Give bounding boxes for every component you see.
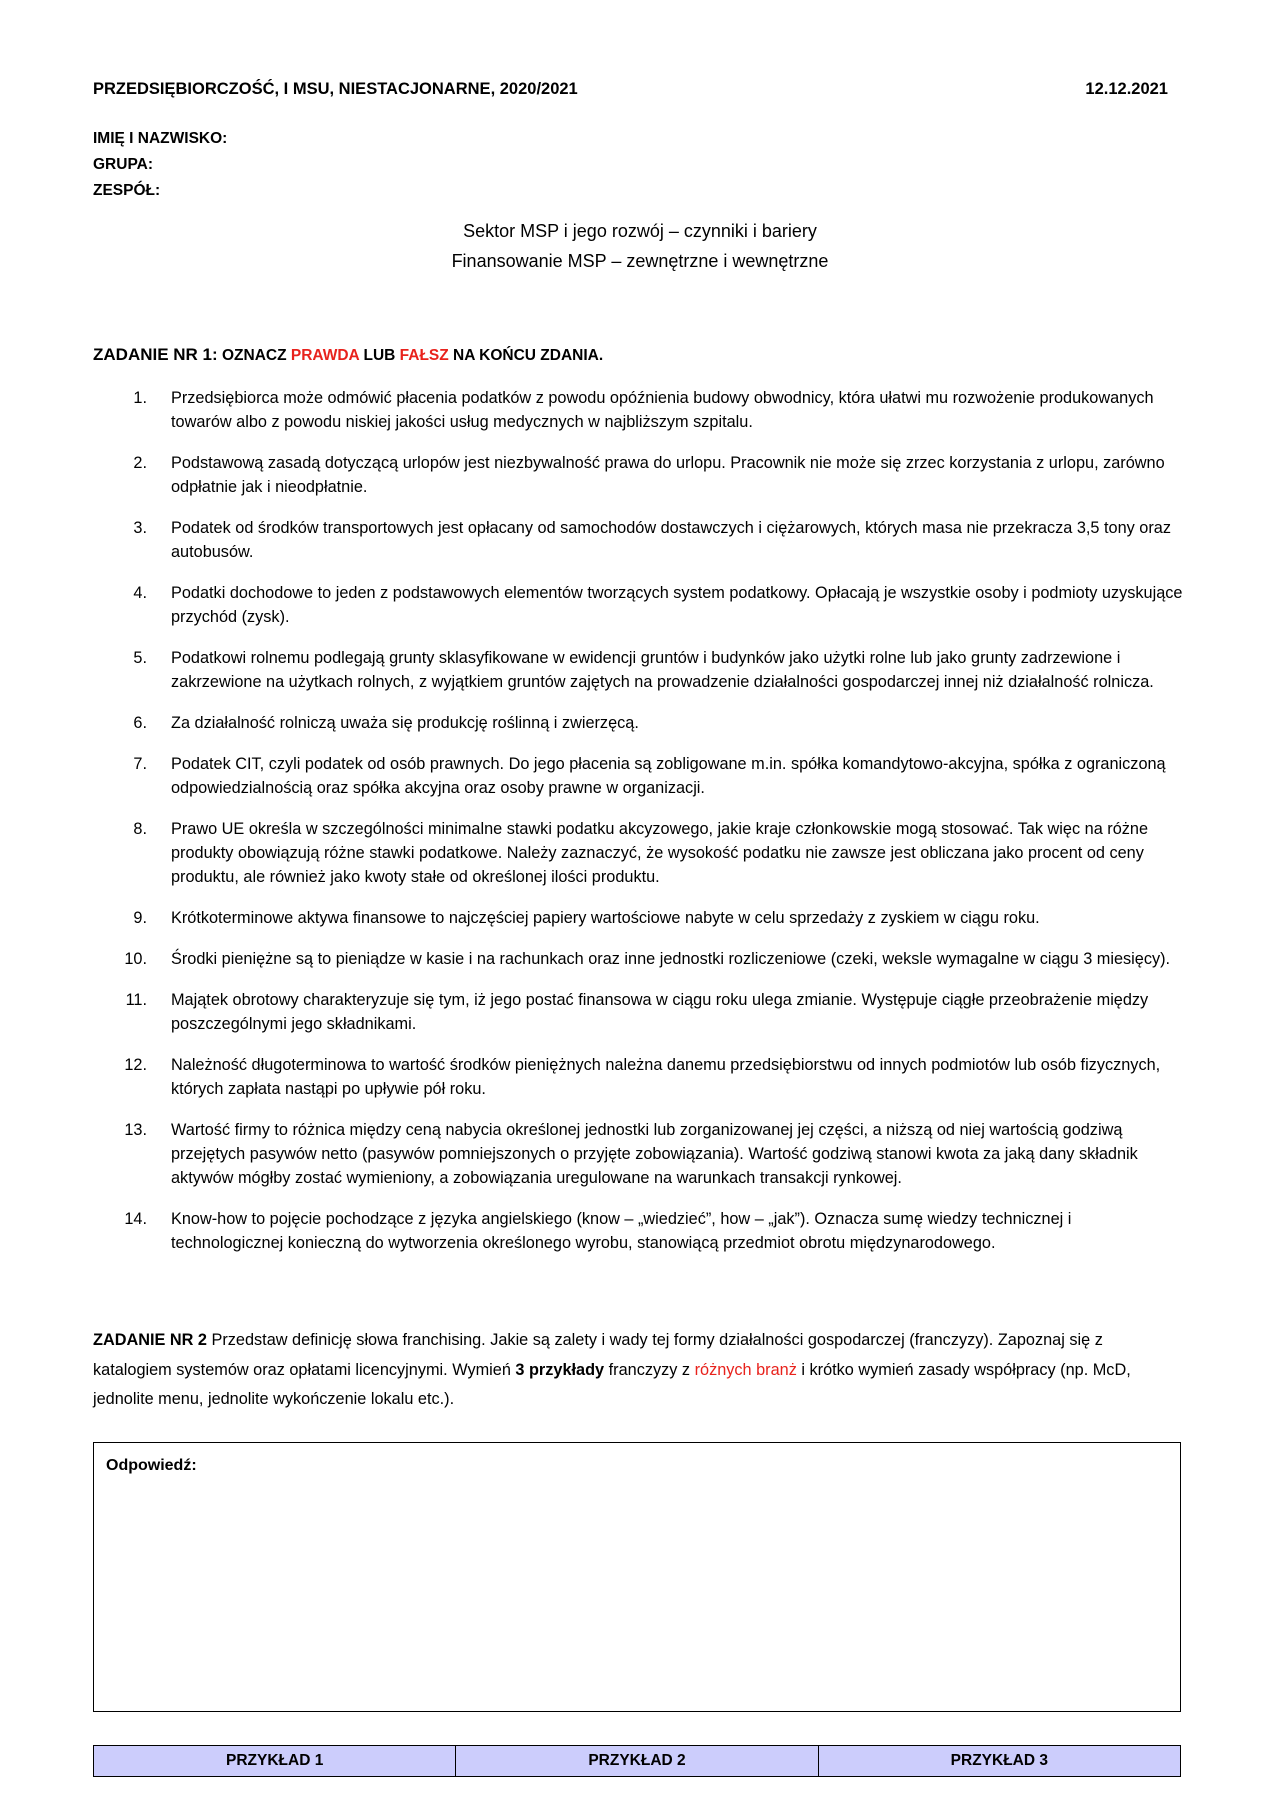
statement-text: Podstawową zasadą dotyczącą urlopów jest niezbywalność prawa do urlopu. Pracownik nie może się zrzec korzystania z urlopu, zarówno odpłatnie jak i nieodpłatnie. [171,454,1165,496]
statement-item [93,947,1183,971]
statement-number: 7. [133,755,147,773]
statement-number: 8. [133,820,147,838]
statement-item [93,988,1183,1036]
statement-item [93,451,1183,499]
statement-text: Podatek od środków transportowych jest opłacany od samochodów dostawczych i ciężarowych, których masa nie przekracza 3,5 tony oraz autobusów. [171,519,1171,561]
statement-item [93,646,1183,694]
statement-number: 3. [133,519,147,537]
statement-number: 13. [124,1121,147,1139]
statement-text: Prawo UE określa w szczególności minimalne stawki podatku akcyzowego, jakie kraje członkowskie mogą stosować. Tak więc na różne produkty obowiązują różne stawki podatkowe. Należy zaznaczyć, że wysokość podatku nie zawsze jest obliczana jako procent od ceny produktu, ale również jako kwoty stałe od określonej ilości produktu. [171,820,1149,886]
task1-heading [93,345,603,365]
task2-example-count: 3 przykłady [515,1360,605,1379]
statement-text: Wartość firmy to różnica między ceną nabycia określonej jednostki lub zorganizowanej jej części, a niższą od niej wartością godziwą przejętych pasywów netto (pasywów pomniejszonych o przyjęte zobowiązania). Wartość godziwą stanowi kwota za jaką dany składnik aktywów mógłby zostać wymieniony, a zobowiązania uregulowane na warunkach transakcji rynkowej. [171,1121,1138,1187]
statement-item [93,752,1183,800]
statement-text: Przedsiębiorca może odmówić płacenia podatków z powodu opóźnienia budowy obwodnicy, która ułatwi mu rozwożenie produkowanych towarów albo z powodu niskiej jakości usług medycznych w najbliższym szpitalu. [171,389,1154,431]
document-header [93,80,1168,99]
examples-table-header [93,1745,1181,1777]
task2-different-industries: różnych branż [694,1360,797,1379]
task1-instruction-part1: OZNACZ [217,347,291,364]
answer-box[interactable] [93,1442,1181,1712]
statement-item [93,581,1183,629]
statement-item [93,711,1183,735]
statement-text: Podatek CIT, czyli podatek od osób prawnych. Do jego płacenia są zobligowane m.in. spółka komandytowo-akcyjna, spółka z ograniczoną odpowiedzialnością oraz spółka akcyjna oraz osoby prawne w organizacji. [171,755,1166,797]
statement-number: 12. [124,1056,147,1074]
task2-paragraph [93,1326,1183,1415]
student-fields [93,126,227,204]
statement-number: 2. [133,454,147,472]
statement-number: 11. [125,991,147,1009]
task2-text-part1: Przedstaw definicję słowa franchising. Jakie są zalety i wady tej formy działalności gospodarczej (franczyzy). Zapoznaj się z katalogiem systemów oraz opłatami licencyjnymi. Wymień [93,1331,1103,1379]
topic-line-1: Sektor MSP i jego rozwój – czynniki i bariery [463,221,817,241]
answer-label: Odpowiedź: [106,1457,197,1474]
name-label: IMIĘ I NAZWISKO: [93,130,228,147]
statement-number: 1. [133,389,147,407]
true-word: PRAWDA [290,347,360,364]
group-label: GRUPA: [93,156,153,173]
task1-instruction-part2: LUB [359,347,400,364]
document-date: 12.12.2021 [1085,80,1168,98]
statement-number: 9. [133,909,147,927]
false-word: FAŁSZ [399,347,449,364]
statement-item [93,906,1183,930]
course-title: PRZEDSIĘBIORCZOŚĆ, I MSU, NIESTACJONARNE, 2020/2021 [93,80,578,98]
statement-number: 6. [133,714,147,732]
task1-instruction-part3: NA KOŃCU ZDANIA. [448,347,604,364]
statement-item [93,1118,1183,1190]
task2-title: ZADANIE NR 2 [93,1331,207,1349]
statement-text: Środki pieniężne są to pieniądze w kasie i na rachunkach oraz inne jednostki rozliczeniowe (czeki, weksle wymagalne w ciągu 3 miesięcy). [171,950,1171,968]
statement-text: Know-how to pojęcie pochodzące z języka angielskiego (know – „wiedzieć”, how – „jak”). Oznacza sumę wiedzy technicznej i technologicznej konieczną do wytworzenia określonego wyrobu, stanowiącą przedmiot obrotu międzynarodowego. [171,1210,1072,1252]
statement-number: 5. [133,649,147,667]
statement-text: Podatkowi rolnemu podlegają grunty sklasyfikowane w ewidencji gruntów i budynków jako użytki rolne lub jako grunty zadrzewione i zakrzewione na użytkach rolnych, z wyjątkiem gruntów zajętych na prowadzenie działalności gospodarczej innej niż działalność rolnicza. [171,649,1154,691]
topic-line-2: Finansowanie MSP – zewnętrzne i wewnętrzne [451,251,829,271]
task1-statement-list [93,386,1183,1272]
statement-item [93,386,1183,434]
statement-text: Majątek obrotowy charakteryzuje się tym, iż jego postać finansowa w ciągu roku ulega zmianie. Występuje ciągłe przeobrażenie między poszczególnymi jego składnikami. [171,991,1149,1033]
statement-text: Podatki dochodowe to jeden z podstawowych elementów tworzących system podatkowy. Opłacają je wszystkie osoby i podmioty uzyskujące przychód (zysk). [171,584,1183,626]
team-label: ZESPÓŁ: [93,182,161,199]
example-1-header: PRZYKŁAD 1 [226,1752,324,1769]
statement-number: 10. [124,950,147,968]
task1-number: ZADANIE NR 1: [93,345,218,364]
statement-text: Za działalność rolniczą uważa się produkcję roślinną i zwierzęcą. [171,714,639,732]
statement-item [93,817,1183,889]
statement-item [93,1207,1183,1255]
statement-item [93,516,1183,564]
statement-text: Krótkoterminowe aktywa finansowe to najczęściej papiery wartościowe nabyte w celu sprzedaży z zyskiem w ciągu roku. [171,909,1040,927]
example-2-header: PRZYKŁAD 2 [455,1746,817,1776]
task2-text-part3: i krótko wymień zasady współpracy (np. McD, jednolite menu, jednolite wykończenie lokalu etc.). [93,1360,1131,1408]
statement-item [93,1053,1183,1101]
task2-text-part2: franczyzy z [604,1360,695,1379]
statement-number: 14. [124,1210,147,1228]
example-3-header: PRZYKŁAD 3 [818,1746,1180,1776]
statement-text: Należność długoterminowa to wartość środków pieniężnych należna danemu przedsiębiorstwu od innych podmiotów lub osób fizycznych, których zapłata nastąpi po upływie pół roku. [171,1056,1161,1098]
statement-number: 4. [133,584,147,602]
